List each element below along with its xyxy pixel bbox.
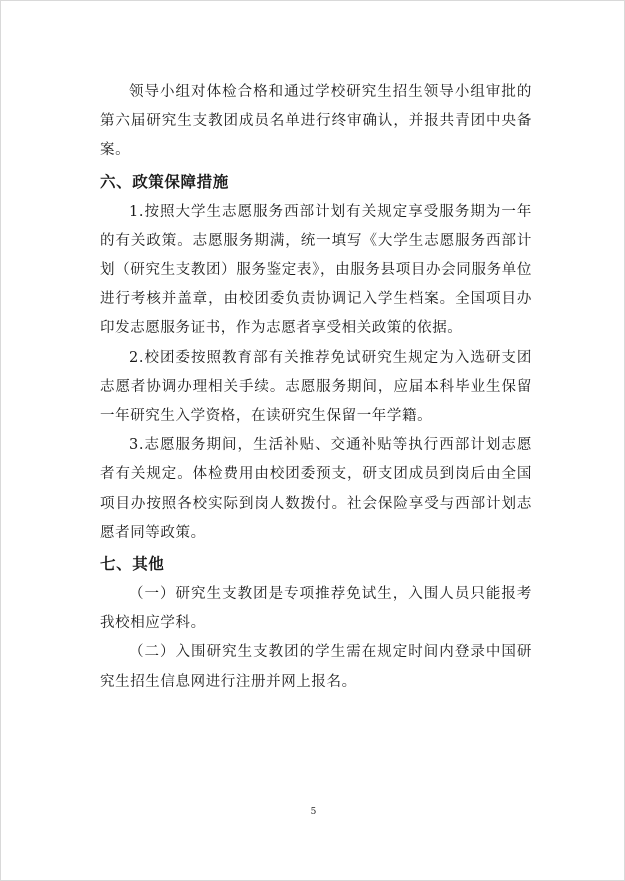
paragraph-other-1: （一）研究生支教团是专项推荐免试生，入围人员只能报考我校相应学科。	[100, 586, 532, 632]
heading-other: 七、其他	[100, 555, 165, 574]
paragraph-policy-1: 1.按照大学生志愿服务西部计划有关规定享受服务期为一年的有关政策。志愿服务期满，统一填写《大学生志愿服务西部计划（研究生支教团）服务鉴定表》，由服务县项目办会同服务单位进行考核并盖章，由校团委负责协调记入学生档案。全国项目办印发志愿服务证书，作为志愿者享受相关政策的依据。	[100, 203, 532, 337]
paragraph-approval: 领导小组对体检合格和通过学校研究生招生领导小组审批的第六届研究生支教团成员名单进行终审确认，并报共青团中央备案。	[100, 84, 532, 159]
paragraph-policy-3: 3.志愿服务期间，生活补贴、交通补贴等执行西部计划志愿者有关规定。体检费用由校团委预支，研支团成员到岗后由全国项目办按照各校实际到岗人数拨付。社会保险享受与西部计划志愿者同等政策。	[100, 437, 532, 541]
heading-policy: 六、政策保障措施	[100, 172, 229, 191]
paragraph-policy-2: 2.校团委按照教育部有关推荐免试研究生规定为入选研支团志愿者协调办理相关手续。志愿服务期间，应届本科毕业生保留一年研究生入学资格，在读研究生保留一年学籍。	[100, 349, 532, 425]
paragraph-other-2: （二）入围研究生支教团的学生需在规定时间内登录中国研究生招生信息网进行注册并网上报名。	[100, 644, 532, 690]
page-number: 5	[310, 807, 317, 817]
document-body	[100, 78, 532, 697]
